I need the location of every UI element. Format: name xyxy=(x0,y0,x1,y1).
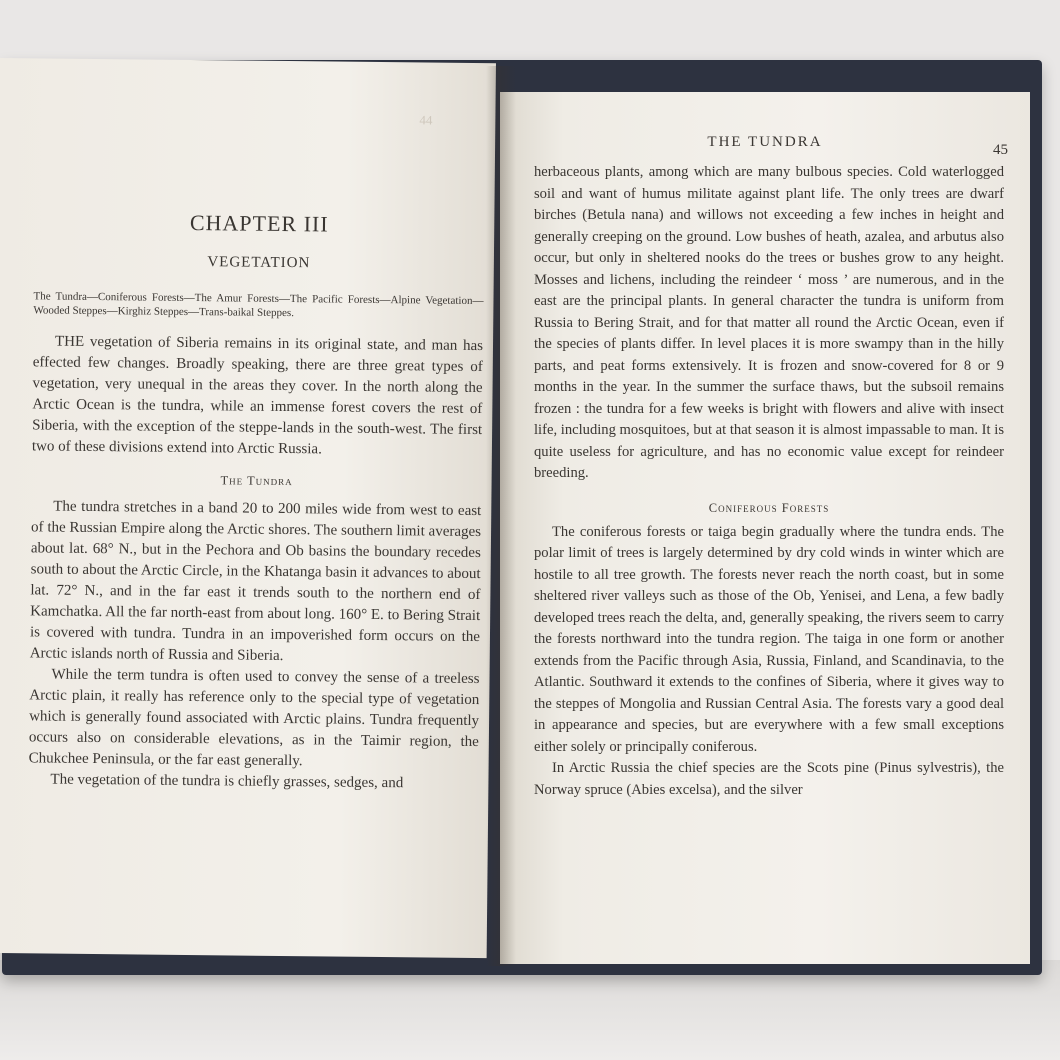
bleed-through-page-number: 44 xyxy=(419,112,433,128)
paragraph: The vegetation of the tundra is chiefly grasses, sedges, and xyxy=(50,771,404,792)
running-head: THE TUNDRA xyxy=(707,134,823,150)
page-number: 45 xyxy=(993,142,1008,158)
paragraph: herbaceous plants, among which are many bulbous species. Cold waterlogged soil and want of humus militate against plant life. The only trees are dwarf birches (Betula nana) and willows not exceeding a few inches in height and generally creeping on the ground. Low bushes of heath, azalea, and arbutus also occur, but only in sheltered nooks do the trees or bushes grow to any height. Mosses and lichens, including the reindeer ‘ moss ’ are numerous, and in the east are the principal plants. In general character the tundra is uniform from Russia to Bering Strait, and for that matter all round the Arctic Ocean, even if the species of plants differ. In level places it is more swampy than in the hilly parts, and peat forms extensively. It is frozen and snow-covered for 8 or 9 months in the year. In the summer the surface thaws, but the subsoil remains frozen : the tundra for a few weeks is bright with flowers and alive with insect life, including mosquitoes, but at that season it is almost impassable to man. It is quite useless for agriculture, and has no economic value except for reindeer breeding. xyxy=(534,164,1004,481)
paragraph: The coniferous forests or taiga begin gradually where the tundra ends. The polar limit of trees is largely determined by dry cold winds in winter which are hostile to all tree growth. The forests never reach the north coast, but in some sheltered river valleys such as those of the Ob, Yenisei, and Lena, a few badly developed trees reach the delta, and, generally speaking, the rivers seem to carry the forests northward into the tundra region. The taiga in one form or another extends from the Pacific through Asia, Russia, Finland, and Scandinavia, to the Atlantic. Southward it extends to the confines of Siberia, where it gives way to the steppes of Mongolia and Russian Central Asia. The forests vary a good deal in appearance and species, but are everywhere with a few small exceptions either solely or principally coniferous. xyxy=(534,523,1004,755)
right-page-text xyxy=(534,162,1004,801)
paragraph: While the term tundra is often used to convey the sense of a treeless Arctic plain, it really has reference only to the special type of vegetation which is generally found associated with Arctic plains. Tundra frequently occurs also on considerable elevations, as in the Taimir region, the Chukchee Peninsula, or the far east generally. xyxy=(28,666,480,770)
section-title: VEGETATION xyxy=(207,254,311,272)
chapter-contents: The Tundra—Coniferous Forests—The Amur Forests—The Pacific Forests—Alpine Vegetation—Wooded Steppes—Kirghiz Steppes—Trans-baikal Steppes. xyxy=(33,290,484,320)
paragraph: In Arctic Russia the chief species are the Scots pine (Pinus sylvestris), the Norway spruce (Abies excelsa), and the silver xyxy=(534,760,1004,798)
intro-paragraph: THE vegetation of Siberia remains in its original state, and man has effected few changes. Broadly speaking, there are three great types of vegetation, very unequal in the areas they cover. In the north along the Arctic Ocean is the tundra, while an immense forest covers the rest of Siberia, with the exception of the steppe-lands in the south-west. The first two of these divisions extend into Arctic Russia. xyxy=(31,333,484,458)
chapter-title: CHAPTER III xyxy=(189,209,329,237)
right-page xyxy=(500,92,1030,964)
book-gutter xyxy=(486,66,516,966)
left-page xyxy=(0,58,496,958)
left-page-text xyxy=(28,208,484,795)
table-surface xyxy=(0,960,1060,1060)
subheading-coniferous-forests: Coniferous Forests xyxy=(708,500,830,515)
subheading-tundra: The Tundra xyxy=(220,473,293,489)
paragraph: The tundra stretches in a band 20 to 200 miles wide from west to east of the Russian Empire along the Arctic shores. The southern limit averages about lat. 68° N., but in the Pechora and Ob basins the boundary recedes south to about the Arctic Circle, in the Khatanga basin it advances to about lat. 72° N., and in the far east it trends south to the northern end of Kamchatka. All the far north-east from about long. 160° E. to Bering Strait is covered with tundra. Tundra in an impoverished form occurs on the Arctic islands north of Russia and Siberia. xyxy=(29,498,482,665)
